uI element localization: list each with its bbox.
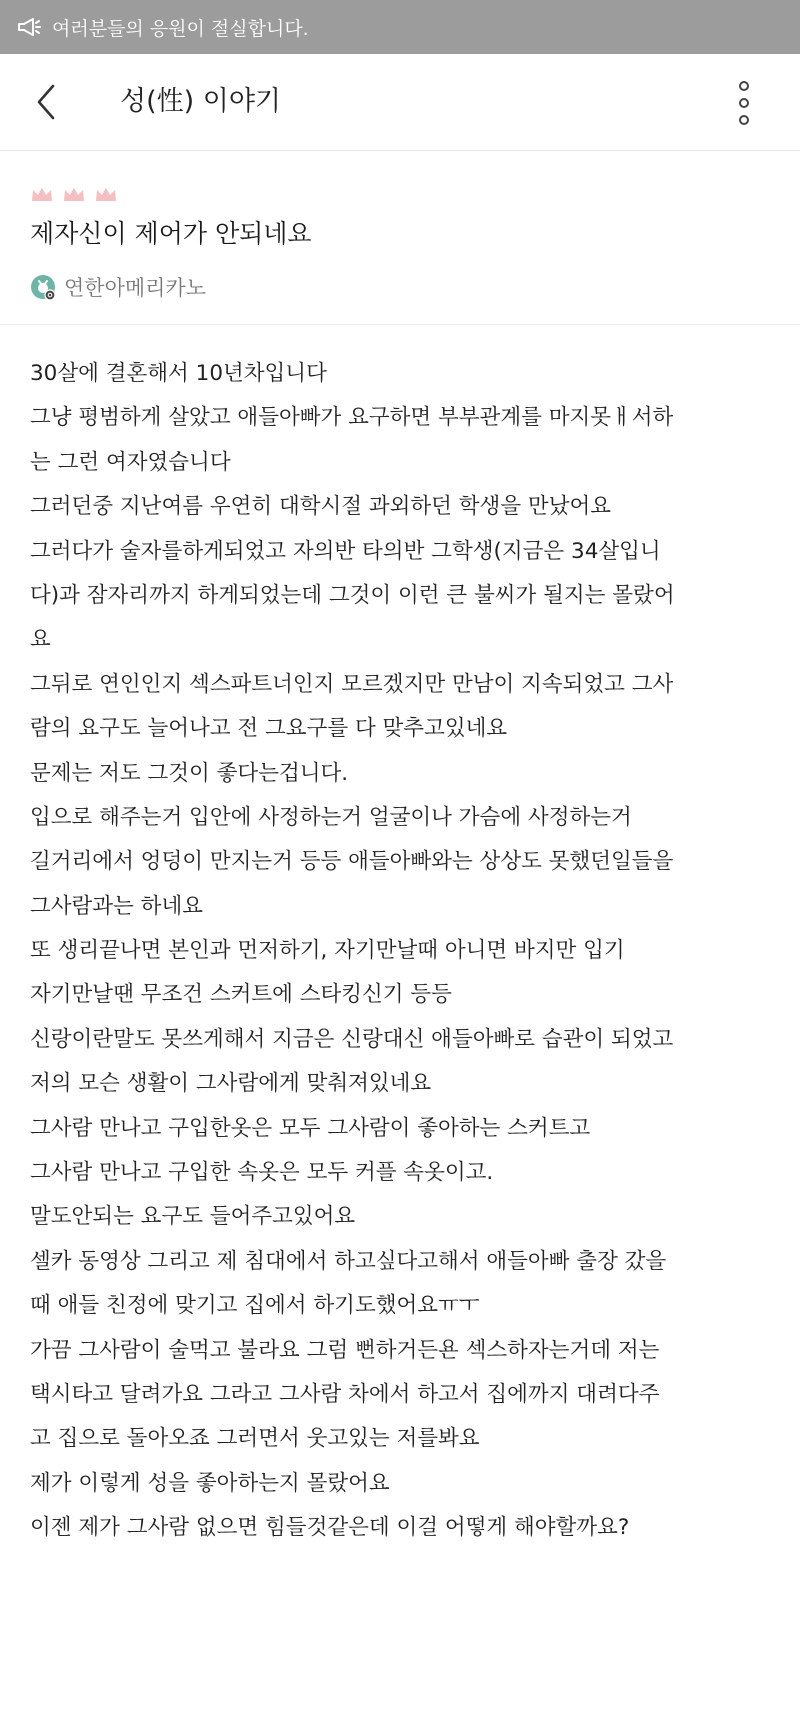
post-body-line: 저의 모슨 생활이 그사람에게 맞춰져있네요 bbox=[30, 1071, 432, 1097]
post-body bbox=[30, 352, 778, 1551]
author-name: 연한아메리카노 bbox=[64, 276, 207, 300]
divider bbox=[0, 324, 800, 325]
crown-icon bbox=[30, 186, 54, 204]
post-body-line: 그러다가 술자를하게되었고 자의반 타의반 그학생(지금은 34살입니 bbox=[30, 538, 661, 564]
post-body-line: 그사람과는 하네요 bbox=[30, 893, 203, 919]
notice-banner-text: 여러분들의 응원이 절실합니다. bbox=[52, 17, 309, 40]
post-body-line: 가끔 그사람이 술먹고 불라요 그럼 뻔하거든욘 섹스하자는거데 저는 bbox=[30, 1337, 660, 1363]
post-body-line: 이젠 제가 그사람 없으면 힘들것같은데 이걸 어떻게 해야할까요? bbox=[30, 1515, 630, 1541]
post-body-line: 제가 이렇게 성을 좋아하는지 몰랐어요 bbox=[30, 1470, 390, 1496]
crown-icon bbox=[62, 186, 86, 204]
more-vertical-icon bbox=[732, 80, 756, 126]
post-body-line: 요 bbox=[30, 627, 51, 653]
chevron-left-icon bbox=[28, 76, 68, 128]
post-body-line: 신랑이란말도 못쓰게해서 지금은 신랑대신 애들아빠로 습관이 되었고 bbox=[30, 1026, 674, 1052]
crown-icon bbox=[94, 186, 118, 204]
back-button[interactable] bbox=[28, 76, 68, 128]
author-avatar-icon bbox=[30, 274, 56, 300]
post-body-line: 30살에 결혼해서 10년차입니다 bbox=[30, 361, 327, 386]
more-options-button[interactable] bbox=[732, 80, 756, 126]
post-body-line: 그냥 평범하게 살았고 애들아빠가 요구하면 부부관계를 마지못ㅐ서하 bbox=[30, 405, 674, 431]
post-body-line: 택시타고 달려가요 그라고 그사람 차에서 하고서 집에까지 대려다주 bbox=[30, 1381, 660, 1407]
post-body-line: 그뒤로 연인인지 섹스파트너인지 모르겠지만 만남이 지속되었고 그사 bbox=[30, 671, 674, 697]
post-body-line: 또 생리끝나면 본인과 먼저하기, 자기만날때 아니면 바지만 입기 bbox=[30, 938, 625, 964]
post-body-line: 그사람 만나고 구입한 속옷은 모두 커플 속옷이고. bbox=[30, 1160, 494, 1186]
post-body-line: 셀카 동영상 그리고 제 침대에서 하고싶다고해서 애들아빠 출장 갔을 bbox=[30, 1248, 667, 1274]
app-header bbox=[0, 54, 800, 151]
post-body-line: 다)과 잠자리까지 하게되었는데 그것이 이런 큰 불씨가 될지는 몰랐어 bbox=[30, 582, 675, 608]
post-body-line: 그러던중 지난여름 우연히 대학시절 과외하던 학생을 만났어요 bbox=[30, 494, 612, 520]
post-body-line: 그사람 만나고 구입한옷은 모두 그사람이 좋아하는 스커트고 bbox=[30, 1115, 591, 1141]
post-body-line: 문제는 저도 그것이 좋다는겁니다. bbox=[30, 760, 349, 786]
post-body-line: 길거리에서 엉덩이 만지는거 등등 애들아빠와는 상상도 못했던일들을 bbox=[30, 849, 674, 875]
post-author[interactable] bbox=[30, 272, 206, 302]
board-title: 성(性) 이야기 bbox=[120, 86, 281, 117]
post-body-line: 자기만날땐 무조건 스커트에 스타킹신기 등등 bbox=[30, 982, 452, 1008]
post-body-line: 고 집으로 돌아오죠 그러면서 웃고있는 저를봐요 bbox=[30, 1426, 480, 1452]
notice-banner[interactable] bbox=[0, 0, 800, 54]
post-body-line: 입으로 해주는거 입안에 사정하는거 얼굴이나 가슴에 사정하는거 bbox=[30, 804, 632, 830]
megaphone-icon bbox=[16, 14, 42, 40]
post-body-line: 때 애들 친정에 맞기고 집에서 하기도했어요ㅠㅜ bbox=[30, 1293, 480, 1319]
post-rank bbox=[30, 186, 118, 204]
post-title: 제자신이 제어가 안되네요 bbox=[30, 219, 312, 248]
post-body-line: 는 그런 여자였습니다 bbox=[30, 449, 231, 475]
post-body-line: 말도안되는 요구도 들어주고있어요 bbox=[30, 1204, 356, 1230]
post-body-line: 람의 요구도 늘어나고 전 그요구를 다 맞추고있네요 bbox=[30, 716, 508, 742]
